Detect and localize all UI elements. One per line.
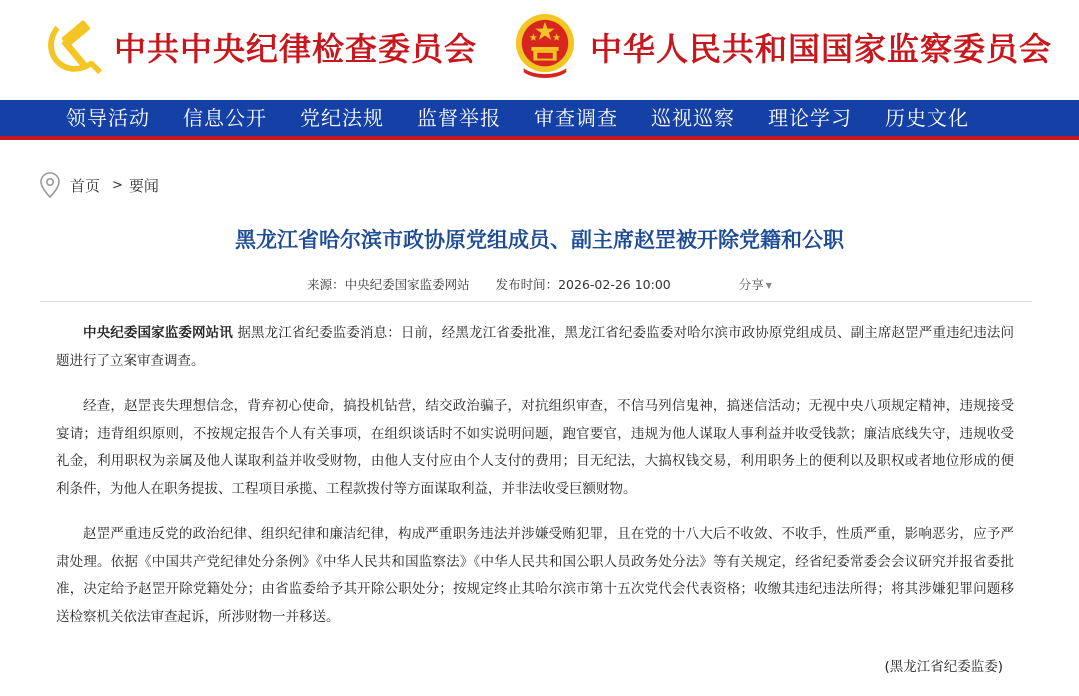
caret-down-icon: ▼ xyxy=(765,281,772,290)
nav-item-report[interactable]: 监督举报 xyxy=(417,106,501,130)
paragraph-2: 经查，赵罡丧失理想信念，背弃初心使命，搞投机钻营，结交政治骗子，对抗组织审查，不信马列信鬼神，搞迷信活动；无视中央八项规定精神，违规接受宴请；违背组织原则，不按规定报告个人有关事项，在组织谈话时不如实说明问题，跑官要官，违规为他人谋取人事利益并收受钱款；廉洁底线失守，违规收受礼金，利用职权为亲属及他人谋取利益并收受财物，由他人支付应由个人支付的费用；目无纪法，大搞权钱交易，利用职务上的便利以及职权或者地位形成的便利条件，为他人在职务提拔、工程项目承揽、工程款拨付等方面谋取利益，并非法收受巨额财物。 xyxy=(56,398,1014,497)
source-value: 中央纪委国家监委网站 xyxy=(344,277,470,292)
breadcrumb-home[interactable]: 首页 xyxy=(70,176,101,195)
nav-list xyxy=(0,100,1079,136)
source-label: 来源： xyxy=(307,277,345,292)
nav-item-info-disclosure[interactable]: 信息公开 xyxy=(183,106,267,130)
paragraph-3: 赵罡严重违反党的政治纪律、组织纪律和廉洁纪律，构成严重职务违法并涉嫌受贿犯罪，且在党的十八大后不收敛、不收手，性质严重，影响恶劣，应予严肃处理。依据《中国共产党纪律处分条例》《中华人民共和国监察法》《中华人民共和国公职人员政务处分法》等有关规定，经省纪委常委会会议研究并报省委批准，决定给予赵罡开除党籍处分；由省监委给予其开除公职处分；按规定终止其哈尔滨市第十五次党代会代表资格；收缴其违纪违法所得；将其涉嫌犯罪问题移送检察机关依法审查起诉，所涉财物一并移送。 xyxy=(56,526,1014,625)
nav-item-theory[interactable]: 理论学习 xyxy=(768,106,852,130)
cdi-title[interactable]: 中共中央纪律检查委员会 xyxy=(114,30,478,68)
breadcrumb-current[interactable]: 要闻 xyxy=(128,176,159,195)
nav-item-investigation[interactable]: 审查调查 xyxy=(534,106,618,130)
paragraph-1 xyxy=(56,320,1014,375)
nav-item-history[interactable]: 历史文化 xyxy=(885,106,969,130)
site-header xyxy=(0,0,1079,100)
nav-item-inspection[interactable]: 巡视巡察 xyxy=(651,106,735,130)
article-title: 黑龙江省哈尔滨市政协原党组成员、副主席赵罡被开除党籍和公职 xyxy=(235,228,844,252)
location-pin-icon xyxy=(40,172,60,198)
article-meta xyxy=(0,275,1079,293)
breadcrumb xyxy=(40,172,159,198)
paragraph-1-text: 据黑龙江省纪委监委消息：日前，经黑龙江省委批准，黑龙江省纪委监委对哈尔滨市政协原党组成员、副主席赵罡严重违纪违法问题进行了立案审查调查。 xyxy=(56,325,1015,369)
article-signature: (黑龙江省纪委监委) xyxy=(884,659,1003,675)
national-emblem-icon[interactable] xyxy=(514,12,576,80)
lead-source: 中央纪委国家监委网站讯 xyxy=(83,325,233,341)
nav-item-leadership[interactable]: 领导活动 xyxy=(66,106,150,130)
share-button[interactable] xyxy=(739,277,772,292)
breadcrumb-separator: > xyxy=(112,177,123,193)
article-body xyxy=(56,320,1014,649)
share-label: 分享 xyxy=(738,277,764,292)
time-label: 发布时间： xyxy=(495,277,559,292)
meta-divider xyxy=(40,301,1032,302)
party-emblem-icon[interactable] xyxy=(42,16,104,78)
main-nav xyxy=(0,100,1079,140)
nsc-title[interactable]: 中华人民共和国国家监察委员会 xyxy=(590,30,1053,68)
publish-time: 2026-02-26 10:00 xyxy=(558,277,671,292)
nav-item-regulations[interactable]: 党纪法规 xyxy=(300,106,384,130)
